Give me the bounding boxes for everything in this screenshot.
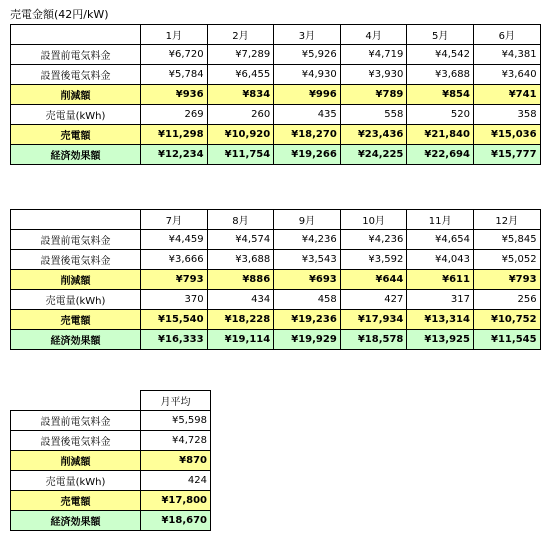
cell: 427 [340,290,407,310]
cell: ¥789 [340,85,407,105]
cell: ¥5,052 [473,250,540,270]
month-header: 6月 [473,25,540,45]
row-label: 売電量(kWh) [11,290,141,310]
cell: ¥18,270 [274,125,341,145]
cell: ¥886 [207,270,274,290]
cell: ¥11,298 [141,125,208,145]
monthly-average-table [10,390,211,531]
row-sales-amount [11,310,541,330]
cell: ¥3,592 [340,250,407,270]
cell: ¥5,598 [141,411,211,431]
cell: ¥19,236 [274,310,341,330]
cell: ¥3,930 [340,65,407,85]
cell: ¥4,728 [141,431,211,451]
cell: ¥4,459 [141,230,208,250]
row-label: 売電量(kWh) [11,471,141,491]
cell: ¥4,043 [407,250,474,270]
cell: ¥4,930 [274,65,341,85]
row-label: 経済効果額 [11,511,141,531]
row-economic-effect [11,145,541,165]
cell: ¥13,925 [407,330,474,350]
row-label: 設置前電気料金 [11,45,141,65]
header-row [11,210,541,230]
row-economic-effect [11,330,541,350]
row-label: 削減額 [11,85,141,105]
cell: ¥4,654 [407,230,474,250]
row-savings [11,270,541,290]
monthly-table-jul-dec [10,209,541,350]
row-savings [11,85,541,105]
cell: ¥15,777 [473,145,540,165]
row-label: 経済効果額 [11,145,141,165]
cell: ¥10,920 [207,125,274,145]
row-sales-amount [11,125,541,145]
cell: ¥870 [141,451,211,471]
row-label: 削減額 [11,270,141,290]
page-title: 売電金額(42円/kW) [10,8,109,21]
cell: ¥6,455 [207,65,274,85]
cell: ¥3,688 [207,250,274,270]
month-header: 10月 [340,210,407,230]
row-economic-effect [11,511,211,531]
row-savings [11,451,211,471]
month-header: 4月 [340,25,407,45]
cell: ¥5,845 [473,230,540,250]
cell: ¥854 [407,85,474,105]
cell: ¥611 [407,270,474,290]
cell: ¥4,574 [207,230,274,250]
cell: 558 [340,105,407,125]
cell: ¥3,543 [274,250,341,270]
cell: ¥5,926 [274,45,341,65]
row-pre-install-cost [11,411,211,431]
cell: ¥11,754 [207,145,274,165]
month-header: 8月 [207,210,274,230]
row-label: 売電額 [11,125,141,145]
row-sold-kwh [11,471,211,491]
month-header: 1月 [141,25,208,45]
cell: ¥834 [207,85,274,105]
monthly-table-jan-jun [10,24,541,165]
row-sales-amount [11,491,211,511]
cell: ¥11,545 [473,330,540,350]
cell: 435 [274,105,341,125]
cell: 424 [141,471,211,491]
header-row [11,391,211,411]
row-label: 削減額 [11,451,141,471]
header-corner [11,391,141,411]
cell: ¥19,929 [274,330,341,350]
cell: ¥15,036 [473,125,540,145]
cell: 358 [473,105,540,125]
cell: ¥4,236 [274,230,341,250]
cell: 260 [207,105,274,125]
cell: ¥693 [274,270,341,290]
cell: ¥7,289 [207,45,274,65]
cell: ¥21,840 [407,125,474,145]
cell: ¥10,752 [473,310,540,330]
month-header: 5月 [407,25,474,45]
cell: ¥15,540 [141,310,208,330]
cell: ¥17,934 [340,310,407,330]
row-post-install-cost [11,65,541,85]
row-label: 経済効果額 [11,330,141,350]
cell: ¥18,228 [207,310,274,330]
row-post-install-cost [11,431,211,451]
cell: ¥13,314 [407,310,474,330]
cell: ¥6,720 [141,45,208,65]
cell: 458 [274,290,341,310]
row-sold-kwh [11,290,541,310]
header-corner [11,210,141,230]
cell: ¥4,236 [340,230,407,250]
cell: ¥741 [473,85,540,105]
cell: ¥12,234 [141,145,208,165]
cell: ¥5,784 [141,65,208,85]
header-row [11,25,541,45]
cell: ¥18,670 [141,511,211,531]
cell: 434 [207,290,274,310]
row-label: 売電量(kWh) [11,105,141,125]
cell: ¥19,266 [274,145,341,165]
cell: ¥3,666 [141,250,208,270]
cell: 256 [473,290,540,310]
row-label: 売電額 [11,310,141,330]
row-pre-install-cost [11,230,541,250]
cell: ¥793 [141,270,208,290]
cell: ¥24,225 [340,145,407,165]
row-label: 設置前電気料金 [11,411,141,431]
cell: ¥936 [141,85,208,105]
cell: ¥18,578 [340,330,407,350]
cell: ¥23,436 [340,125,407,145]
row-post-install-cost [11,250,541,270]
cell: ¥22,694 [407,145,474,165]
cell: ¥19,114 [207,330,274,350]
row-label: 設置前電気料金 [11,230,141,250]
row-label: 設置後電気料金 [11,431,141,451]
cell: 520 [407,105,474,125]
cell: 317 [407,290,474,310]
cell: 370 [141,290,208,310]
header-corner [11,25,141,45]
average-header: 月平均 [141,391,211,411]
cell: ¥3,640 [473,65,540,85]
cell: ¥17,800 [141,491,211,511]
month-header: 3月 [274,25,341,45]
month-header: 9月 [274,210,341,230]
row-label: 設置後電気料金 [11,250,141,270]
cell: ¥793 [473,270,540,290]
month-header: 12月 [473,210,540,230]
cell: ¥3,688 [407,65,474,85]
cell: ¥996 [274,85,341,105]
cell: 269 [141,105,208,125]
cell: ¥16,333 [141,330,208,350]
row-label: 設置後電気料金 [11,65,141,85]
cell: ¥644 [340,270,407,290]
cell: ¥4,719 [340,45,407,65]
month-header: 2月 [207,25,274,45]
row-sold-kwh [11,105,541,125]
cell: ¥4,381 [473,45,540,65]
row-label: 売電額 [11,491,141,511]
cell: ¥4,542 [407,45,474,65]
row-pre-install-cost [11,45,541,65]
month-header: 11月 [407,210,474,230]
month-header: 7月 [141,210,208,230]
